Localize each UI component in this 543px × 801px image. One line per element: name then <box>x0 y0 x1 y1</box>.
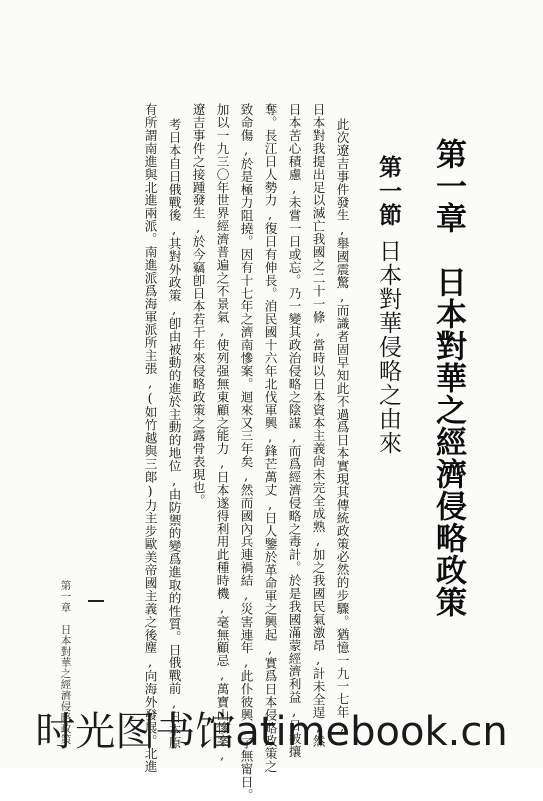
section-title: 日本對華侵略之由來 <box>375 239 401 455</box>
body-line: 此次遼吉事件發生,舉國震驚,而識者固早知此不過爲日本實現其傳統政策必然的步驟。猶憶一九一七年, <box>334 118 350 734</box>
chapter-title: 第一章 日本對華之經濟侵略政策 <box>430 138 466 618</box>
watermark: 时光图书馆atimebook.cn <box>35 709 508 755</box>
section-heading <box>376 155 400 455</box>
body-line: 遼吉事件之接踵發生,於今竊卽日本若干年來侵略政策之露骨表現也。 <box>190 103 206 507</box>
body-line: 奪。長江日人勢力,復日有伸長。洎民國十六年北伐軍興,鋒芒萬丈,日人鑒於革命軍之興起,實爲日本侵略政策之 <box>262 103 278 774</box>
body-line: 日本對我提出足以滅亡我國之二十一條,當時以日本資本主義尙未完全成熟,加之我國民氣激昂,計未全逞,然 <box>310 103 326 748</box>
running-header: 第一章 日本對華之經濟侵略政策 <box>59 580 72 745</box>
section-number: 第一節 <box>375 155 402 227</box>
body-line: 致命傷,於是極力阻撓。因有十七年之濟南慘案。迴來又三年矣,然而國內兵連禍結,災害連年,此仆彼興,了無甯日。 <box>238 103 254 801</box>
body-line: 有所謂南進與北進兩派。南進派爲海軍派所主張,(如竹越與三郞)力主步歐美帝國主義之後塵,向海外發展。北進 <box>142 103 158 774</box>
body-line: 加以一九三〇年世界經濟普遍之不景氣,使列强無東顧之能力,日本遂得利用此種時機,毫無顧忌,萬寶山慘案, <box>214 103 230 763</box>
page-number-text <box>84 586 100 609</box>
body-line: 日本苦心積慮,未嘗一日或忘。乃一變其政治侵略之陰謀,而爲經濟侵略之毒計。於是我國滿蒙經濟利益,日被攘 <box>286 103 302 758</box>
body-line: 考日本自日俄戰後,其對外政策,卽由被動的進於主動的地位,由防禦的變爲進取的性質。日俄戰前,日本原 <box>166 118 182 750</box>
